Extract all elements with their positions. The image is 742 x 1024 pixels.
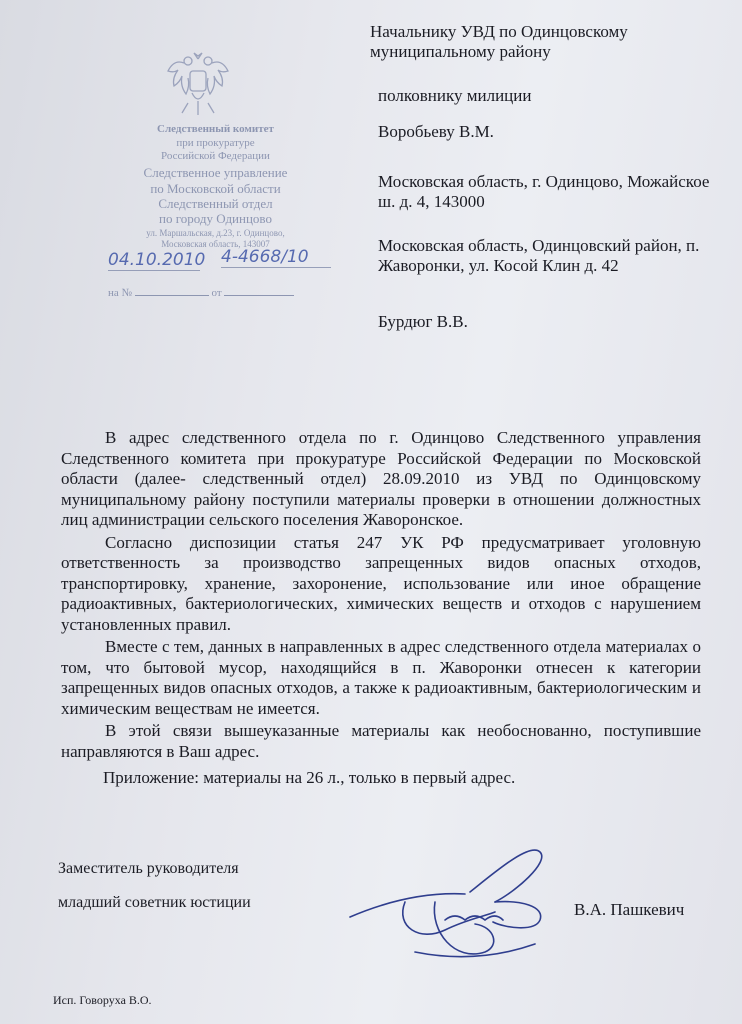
registration-date: 04.10.2010 xyxy=(108,250,206,270)
stamp-line: Следственный комитет xyxy=(157,123,274,135)
ref-from-label: от xyxy=(211,287,222,299)
ref-no-blank xyxy=(135,295,209,296)
registration-stamp xyxy=(108,45,323,310)
coat-of-arms-icon xyxy=(158,45,238,125)
recipient2-name: Бурдюг В.В. xyxy=(378,312,468,331)
stamp-line: по Московской области xyxy=(150,181,281,196)
stamp-address: Московская область, 143007 xyxy=(161,239,270,249)
addressee-title: Начальнику УВД по Одинцовскому муниципальному району xyxy=(370,22,628,61)
handwritten-signature xyxy=(345,832,560,982)
stamp-line: Следственный отдел xyxy=(158,196,273,211)
signer-rank: младший советник юстиции xyxy=(58,894,251,911)
signer-position: Заместитель руководителя xyxy=(58,860,239,877)
addressee-name: Воробьеву В.М. xyxy=(378,122,494,141)
paragraph: Согласно диспозиции статья 247 УК РФ предусматривает уголовную ответственность за производство запрещенных видов опасных отходов, транспортировку, хранение, захоронение, использование или иное обращение радиоактивных, бактериологических, химических веществ и отходов с нарушением установленных правил. xyxy=(61,532,701,634)
stamp-line: при прокуратуре xyxy=(176,137,255,149)
signer-name: В.А. Пашкевич xyxy=(574,900,685,919)
addressee-rank: полковнику милиции xyxy=(378,86,532,105)
annex-line: Приложение: материалы на 26 л., только в первый адрес. xyxy=(103,768,516,787)
stamp-address: ул. Маршальская, д.23, г. Одинцово, xyxy=(146,228,285,238)
stamp-line: Следственное управление xyxy=(143,165,288,180)
ref-from-blank xyxy=(224,295,294,296)
letter-body xyxy=(61,428,701,789)
executor-line: Исп. Говоруха В.О. xyxy=(53,993,152,1007)
registration-line xyxy=(108,247,333,271)
registration-number: 4-4668/10 xyxy=(221,247,331,268)
reference-line xyxy=(108,287,323,299)
stamp-line: по городу Одинцово xyxy=(159,211,272,226)
paragraph: В адрес следственного отдела по г. Одинцово Следственного управления Следственного комитета при прокуратуре Российской Федерации по Московской области (далее- следственный отдел) 28.09.2010 из УВД по Одинцовскому муниципальному району поступили материалы проверки в отношении должностных лиц администрации сельского поселения Жаворонское. xyxy=(61,428,701,529)
addressee-address: Московская область, г. Одинцово, Можайское ш. д. 4, 143000 xyxy=(378,172,710,211)
stamp-line: Российской Федерации xyxy=(161,150,270,162)
paragraph: Вместе с тем, данных в направленных в адрес следственного отдела материалах о том, что бытовой мусор, находящийся в п. Жаворонки отнесен к категории запрещенных видов опасных отходов, а также к радиоактивным, бактериологическим и химическим веществам не имеется. xyxy=(61,637,701,718)
ref-no-label: на № xyxy=(108,287,133,299)
paragraph: В этой связи вышеуказанные материалы как необоснованно, поступившие направляются в Ваш адрес. xyxy=(61,721,701,761)
recipient2-address: Московская область, Одинцовский район, п. Жаворонки, ул. Косой Клин д. 42 xyxy=(378,236,700,275)
